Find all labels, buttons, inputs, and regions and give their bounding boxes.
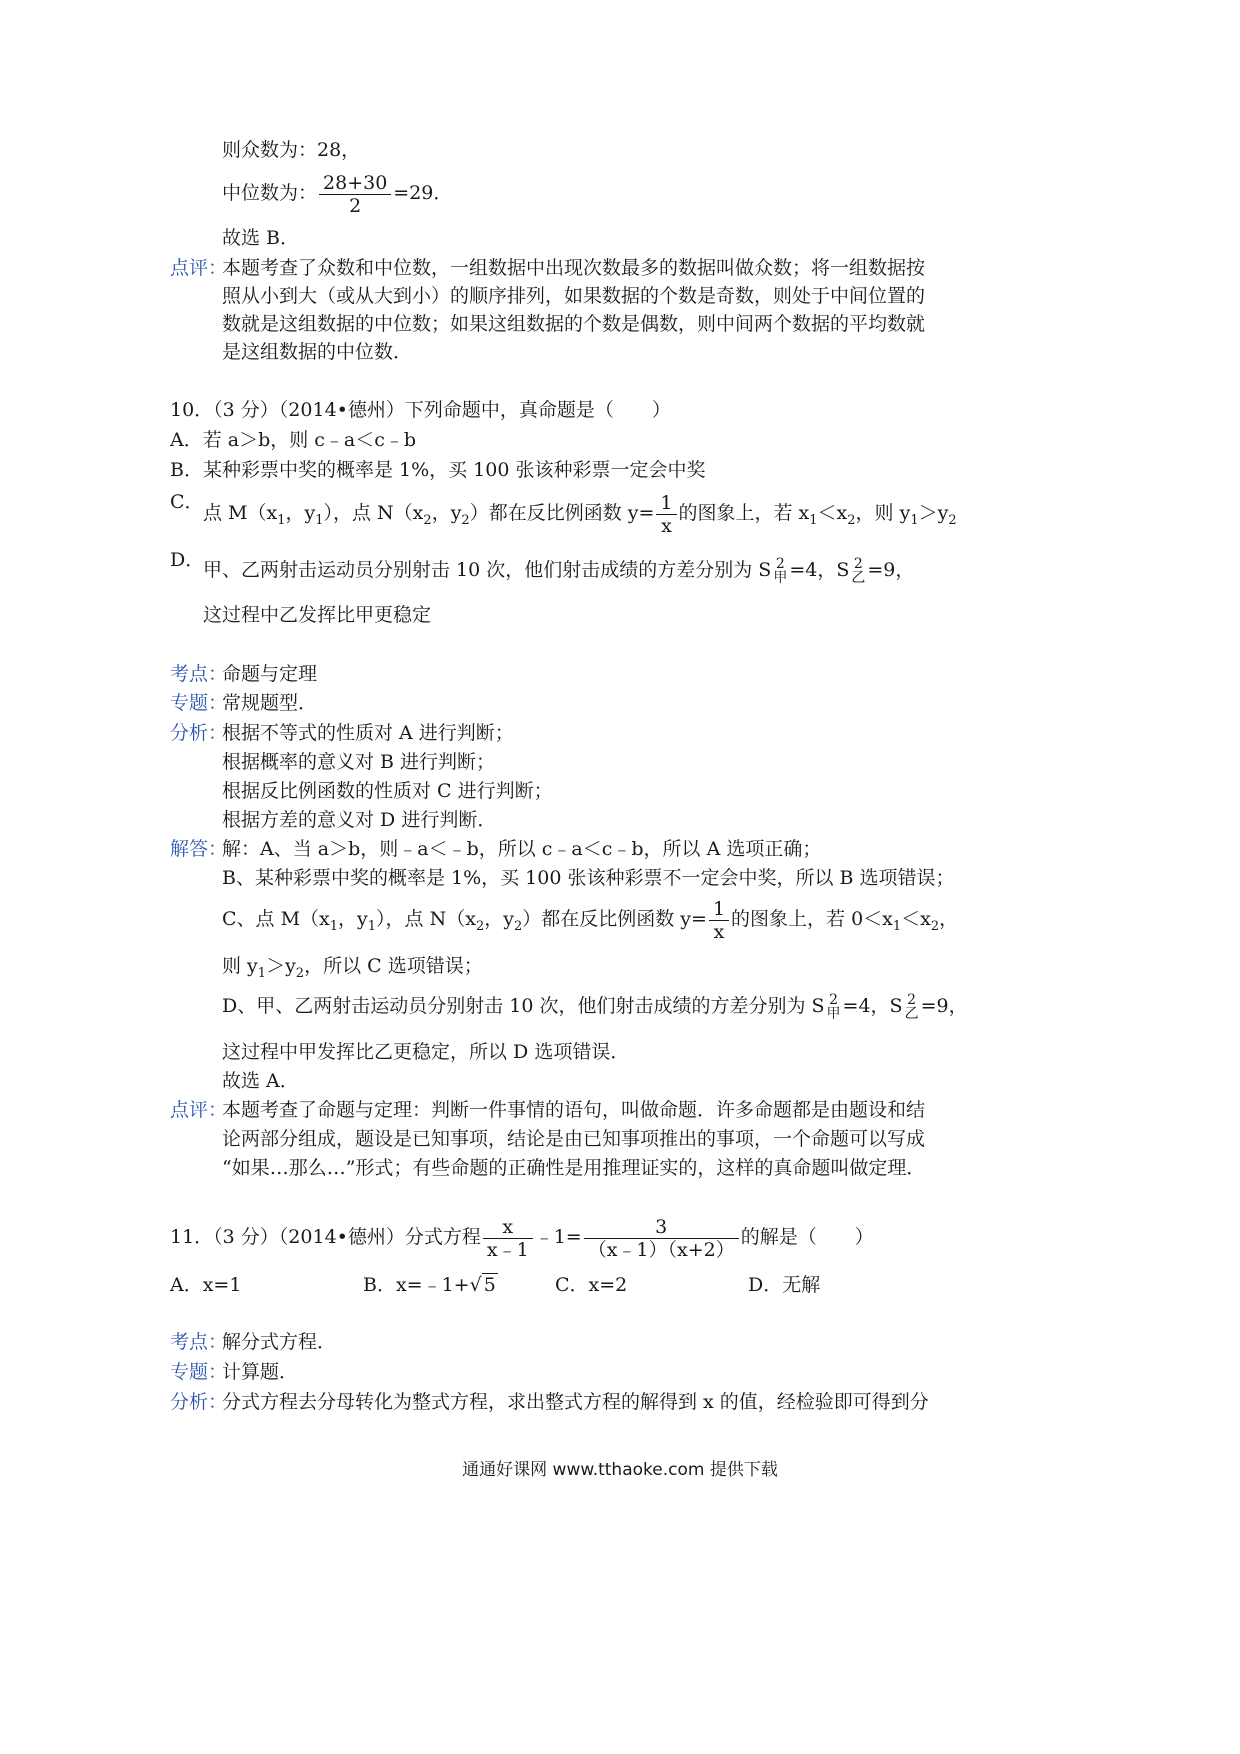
q10-zhuanti: 常规题型． bbox=[222, 692, 318, 714]
q10-jieda-line-5: D、甲、乙两射击运动员分别射击 10 次，他们射击成绩的方差分别为 S 2 甲 =4，S 2 乙 =9， bbox=[222, 992, 968, 1022]
median-fraction bbox=[319, 172, 391, 217]
q10-option-b: B．某种彩票中奖的概率是 1%，买 100 张该种彩票一定会中奖 bbox=[170, 459, 706, 481]
q10-dianping-line-2: 论两部分组成，题设是已知事项，结论是由已知事项推出的事项，一个命题可以写成 bbox=[222, 1128, 926, 1150]
q11-kaodian: 解分式方程． bbox=[222, 1331, 337, 1353]
q10-dianping-line-3: “如果…那么…”形式；有些命题的正确性是用推理证实的，这样的真命题叫做定理． bbox=[222, 1157, 926, 1179]
variance-yi: 2 乙 bbox=[851, 556, 866, 586]
q10-option-c: 点 $M(x_1$，$y_1$），点 $N(x_2$，$y_2$）都在反比例函数 y= $\frac{1}{x}$ 的图象上，若 $x_1<x_2$，则 $y_1>y_2$ bbox=[203, 491, 957, 537]
q11-zhuanti-label: 专题： bbox=[170, 1361, 228, 1383]
q10-fenxi-line-3: 根据反比例函数的性质对 C 进行判断； bbox=[222, 780, 553, 802]
top-comment-line-4: 是这组数据的中位数． bbox=[222, 341, 413, 363]
q11-kaodian-label: 考点： bbox=[170, 1331, 228, 1353]
sqrt-5: √ 5 bbox=[469, 1274, 496, 1296]
q10-fenxi-label: 分析： bbox=[170, 722, 228, 744]
jieda-variance-yi: 2 乙 bbox=[904, 992, 919, 1022]
q11-fenxi-label: 分析： bbox=[170, 1391, 228, 1413]
q10-jieda-line-4: 则 $y_1>y_2$，所以 C 选项错误； bbox=[222, 955, 483, 981]
q11-option-c: C．x=2 bbox=[555, 1274, 628, 1296]
q11-option-b: B．x=﹣1+√ 5 bbox=[363, 1274, 496, 1296]
q10-dianping-label: 点评： bbox=[170, 1099, 228, 1121]
q11-option-a: A．x=1 bbox=[170, 1274, 242, 1296]
variance-jia: 2 甲 bbox=[773, 556, 788, 586]
q10-jieda-line-2: B、某种彩票中奖的概率是 1%，买 100 张该种彩票不一定会中奖，所以 B 选项错误； bbox=[222, 867, 955, 889]
page-footer: 通通好课网 www.tthaoke.com 提供下载 bbox=[462, 1460, 778, 1480]
top-comment-line-2: 照从小到大（或从大到小）的顺序排列，如果数据的个数是奇数，则处于中间位置的 bbox=[222, 285, 926, 307]
q10-dianping-line-1: 本题考查了命题与定理：判断一件事情的语句，叫做命题．许多命题都是由题设和结 bbox=[222, 1099, 926, 1121]
top-choice: 故选 B． bbox=[222, 227, 300, 249]
top-comment-label: 点评： bbox=[170, 257, 228, 279]
q10-jieda-line-7: 故选 A． bbox=[222, 1070, 299, 1092]
q10-option-d: 甲、乙两射击运动员分别射击 10 次，他们射击成绩的方差分别为 S 2 甲 =4，S 2 乙 =9， bbox=[203, 556, 915, 586]
q10-c-fraction: $\frac{1}{x}$ bbox=[656, 492, 676, 537]
median-denominator: 2 bbox=[319, 194, 391, 217]
mode-line: 则众数为：28， bbox=[222, 139, 361, 161]
q10-option-d-line-2: 这过程中乙发挥比甲更稳定 bbox=[203, 604, 432, 626]
q10-option-d-label: D． bbox=[170, 549, 205, 571]
median-line bbox=[222, 170, 452, 217]
q11-zhuanti: 计算题． bbox=[222, 1361, 299, 1383]
q10-jieda-line-3: C、点 $M(x_1$，$y_1$），点 $N(x_2$，$y_2$）都在反比例函数 y= $\frac{1}{x}$ 的图象上，若 $0<x_1<x_2$， bbox=[222, 897, 959, 943]
q10-kaodian-label: 考点： bbox=[170, 663, 228, 685]
q10-kaodian: 命题与定理 bbox=[222, 663, 318, 685]
q10-fenxi-line-2: 根据概率的意义对 B 进行判断； bbox=[222, 751, 496, 773]
top-comment-line-3: 数就是这组数据的中位数；如果这组数据的个数是偶数，则中间两个数据的平均数就 bbox=[222, 313, 926, 335]
q10-fenxi-line-4: 根据方差的意义对 D 进行判断． bbox=[222, 809, 497, 831]
q10-jieda-fraction: $\frac{1}{x}$ bbox=[709, 898, 729, 943]
q10-jieda-label: 解答： bbox=[170, 838, 228, 860]
q10-stem: 10．（3 分）（2014•德州）下列命题中，真命题是（ ） bbox=[170, 399, 671, 421]
q11-stem: 11．（3 分）（2014•德州）分式方程 $\frac{x}{x﹣1}$ ﹣1= $\frac{3}{(x﹣1)(x+2)}$ 的解是（ ） bbox=[170, 1215, 874, 1261]
median-prefix: 中位数为： bbox=[222, 182, 318, 204]
q11-option-d: D．无解 bbox=[748, 1274, 821, 1296]
q10-jieda-line-1: 解：A、当 a＞b，则﹣a＜﹣b，所以 c﹣a＜c﹣b，所以 A 选项正确； bbox=[222, 838, 822, 860]
median-suffix: =29． bbox=[393, 182, 453, 204]
top-comment-line-1: 本题考查了众数和中位数，一组数据中出现次数最多的数据叫做众数；将一组数据按 bbox=[222, 257, 926, 279]
q10-option-c-label: C． bbox=[170, 491, 204, 513]
q10-jieda-line-6: 这过程中甲发挥比乙更稳定，所以 D 选项错误． bbox=[222, 1041, 630, 1063]
q11-fraction-1: $\frac{x}{x﹣1}$ bbox=[483, 1216, 533, 1261]
q11-fenxi: 分式方程去分母转化为整式方程，求出整式方程的解得到 x 的值，经检验即可得到分 bbox=[222, 1391, 929, 1413]
median-numerator: 28+30 bbox=[323, 171, 388, 194]
jieda-variance-jia: 2 甲 bbox=[826, 992, 841, 1022]
q10-fenxi-line-1: 根据不等式的性质对 A 进行判断； bbox=[222, 722, 514, 744]
q10-option-a: A．若 a＞b，则 c﹣a＜c﹣b bbox=[170, 429, 417, 451]
q11-fraction-2: $\frac{3}{(x﹣1)(x+2)}$ bbox=[584, 1216, 739, 1261]
q10-zhuanti-label: 专题： bbox=[170, 692, 228, 714]
